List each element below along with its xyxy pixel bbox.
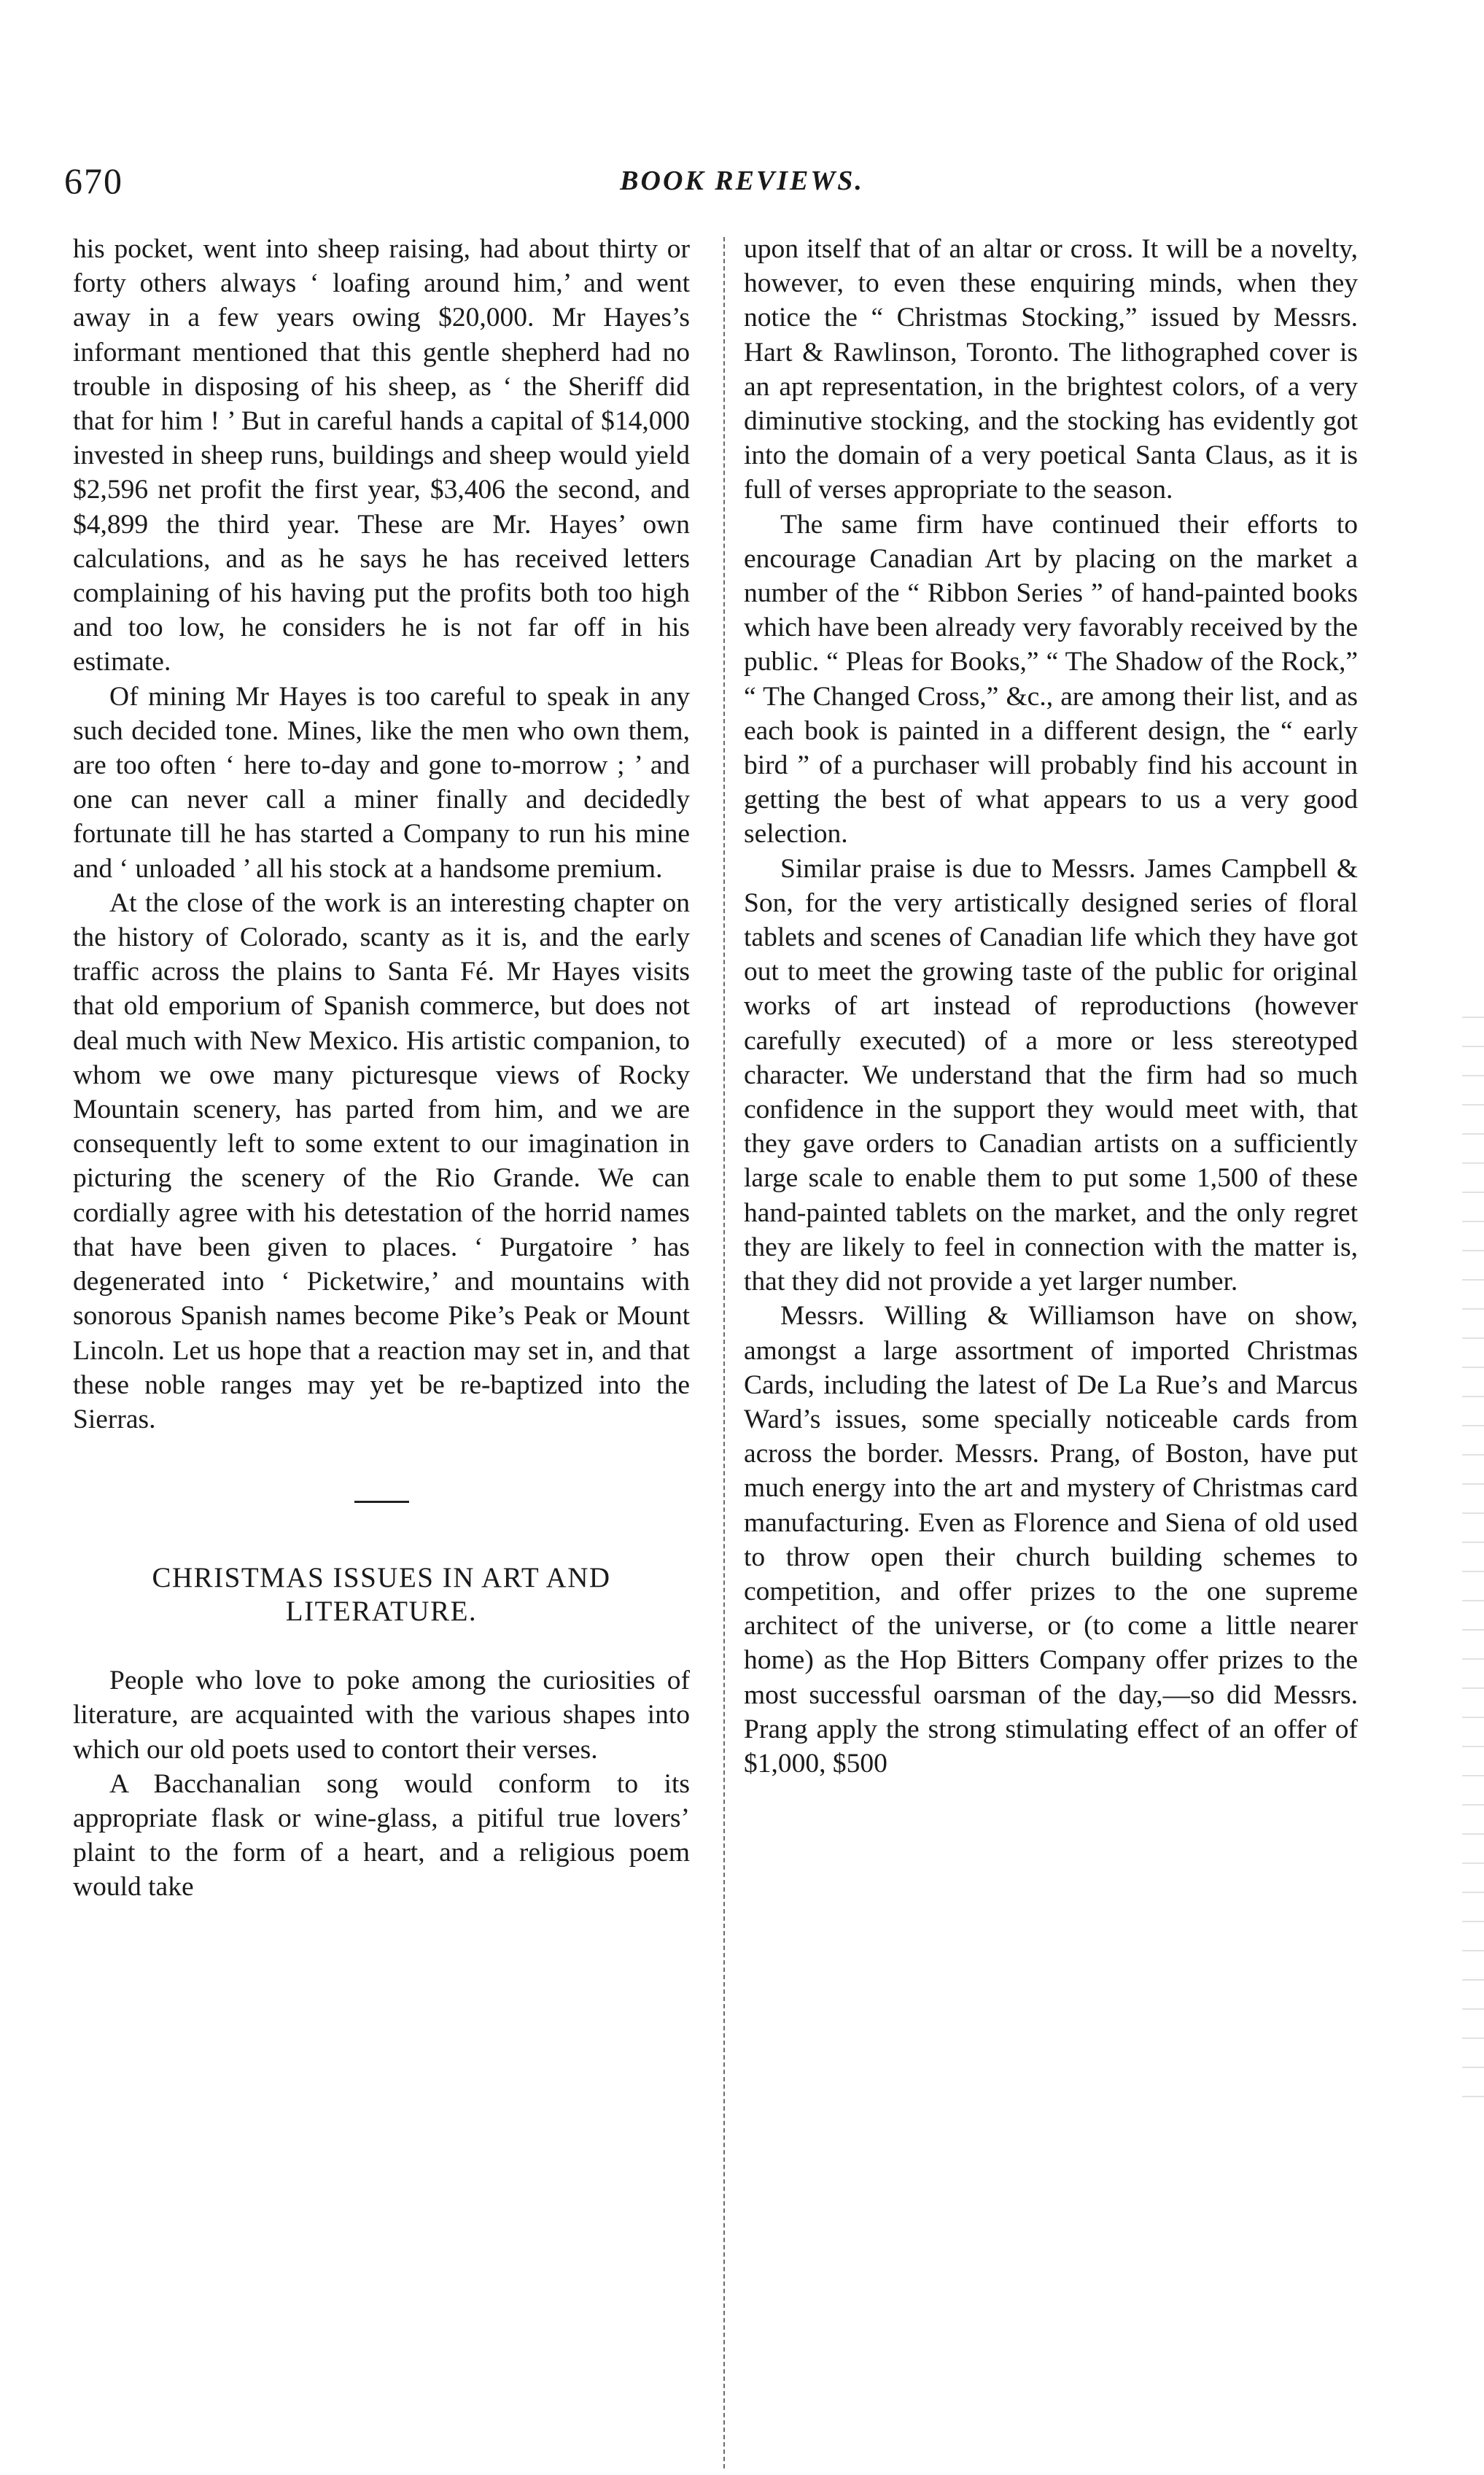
running-head: BOOK REVIEWS. [620, 166, 864, 196]
page-number: 670 [64, 160, 123, 201]
right-paragraph-1: upon itself that of an altar or cross. It will be a novelty, however, to even these enquiring minds, when they notice the “ Christmas Stocking,” issued by Messrs. Hart & Rawlinson, Toronto. The lithographed cover is an apt representation, in the brightest colors, of a very diminutive stocking, and the stocking has evidently got into the domain of a very poetical Santa Claus, as it is full of verses appropriate to the season. [744, 234, 1358, 505]
left-paragraph-4: People who love to poke among the curiosities of literature, are acquainted with the various shapes into which our old poets used to contort their verses. [73, 1666, 690, 1765]
column-divider [723, 237, 725, 2468]
left-column [73, 232, 690, 1905]
right-column [744, 232, 1358, 1781]
left-paragraph-1: his pocket, went into sheep raising, had about thirty or forty others always ‘ loafing around him,’ and went away in a few years owing $20,000. Mr Hayes’s informant mentioned that this gentle shepherd had no trouble in disposing of his sheep, as ‘ the Sheriff did that for him ! ’ But in careful hands a capital of $14,000 invested in sheep runs, buildings and sheep would yield $2,596 net profit the first year, $3,406 the second, and $4,899 the third year. These are Mr. Hayes’ own calculations, and as he says he has received letters complaining of his having put the profits both too high and too low, he considers he is not far off in his estimate. [73, 234, 690, 677]
left-paragraph-3: At the close of the work is an interesting chapter on the history of Colorado, scanty as it is, and the early traffic across the plains to Santa Fé. Mr Hayes visits that old emporium of Spanish commerce, but does not deal much with New Mexico. His artistic companion, to whom we owe many picturesque views of Rocky Mountain scenery, has parted from him, and we are consequently left to some extent to our imagination in picturing the scenery of the Rio Grande. We can cordially agree with his detestation of the horrid names that have been given to places. ‘ Purgatoire ’ has degenerated into ‘ Picketwire,’ and mountains with sonorous Spanish names become Pike’s Peak or Mount Lincoln. Let us hope that a reaction may set in, and that these noble ranges may yet be re-baptized into the Sierras. [73, 887, 690, 1434]
right-paragraph-3: Similar praise is due to Messrs. James Campbell & Son, for the very artistically designed series of floral tablets and scenes of Canadian life which they have got out to meet the growing taste of the public for original works of art instead of reproductions (however carefully executed) of a more or less stereotyped character. We understand that the firm had so much confidence in the support they would meet with, that they gave orders to Canadian artists on a sufficiently large scale to enable them to put some 1,500 of these hand-painted tablets on the market, and the only regret they are likely to feel in connection with the matter is, that they did not provide a yet larger number. [744, 853, 1358, 1297]
right-paragraph-2: The same firm have continued their efforts to encourage Canadian Art by placing on the market a number of the “ Ribbon Series ” of hand-painted books which have been already very favorably received by the public. “ Pleas for Books,” “ The Shadow of the Rock,” “ The Changed Cross,” &c., are among their list, and as each book is painted in a different design, the “ early bird ” of a purchaser will probably find his account in getting the best of what appears to us a very good selection. [744, 509, 1358, 850]
section-title-line-2: LITERATURE. [285, 1596, 478, 1628]
left-paragraph-2: Of mining Mr Hayes is too careful to speak in any such decided tone. Mines, like the men who own them, are too often ‘ here to-day and gone to-morrow ; ’ and one can never call a miner finally and decidedly fortunate till he has started a Company to run his mine and ‘ unloaded ’ all his stock at a handsome premium. [73, 681, 690, 884]
right-paragraph-4: Messrs. Willing & Williamson have on show, amongst a large assortment of imported Christmas Cards, including the latest of De La Rue’s and Marcus Ward’s issues, some specially noticeable cards from across the border. Messrs. Prang, of Boston, have put much energy into the art and mystery of Christmas card manufacturing. Even as Florence and Siena of old used to throw open their church building schemes to competition, and offer prizes to the one supreme architect of the universe, or (to come a little nearer home) as the Hop Bitters Company offer prizes to the most successful oarsman of the day,—so did Messrs. Prang apply the strong stimulating effect of an offer of $1,000, $500 [744, 1301, 1358, 1779]
section-title-line-1: CHRISTMAS ISSUES IN ART AND [152, 1562, 611, 1594]
section-title [73, 1561, 690, 1628]
left-paragraph-5: A Bacchanalian song would conform to its appropriate flask or wine-glass, a pitiful true lovers’ plaint to the form of a heart, and a religious poem would take [73, 1768, 690, 1903]
section-divider-rule [354, 1501, 409, 1503]
page-edge-specks [1462, 1006, 1484, 2100]
